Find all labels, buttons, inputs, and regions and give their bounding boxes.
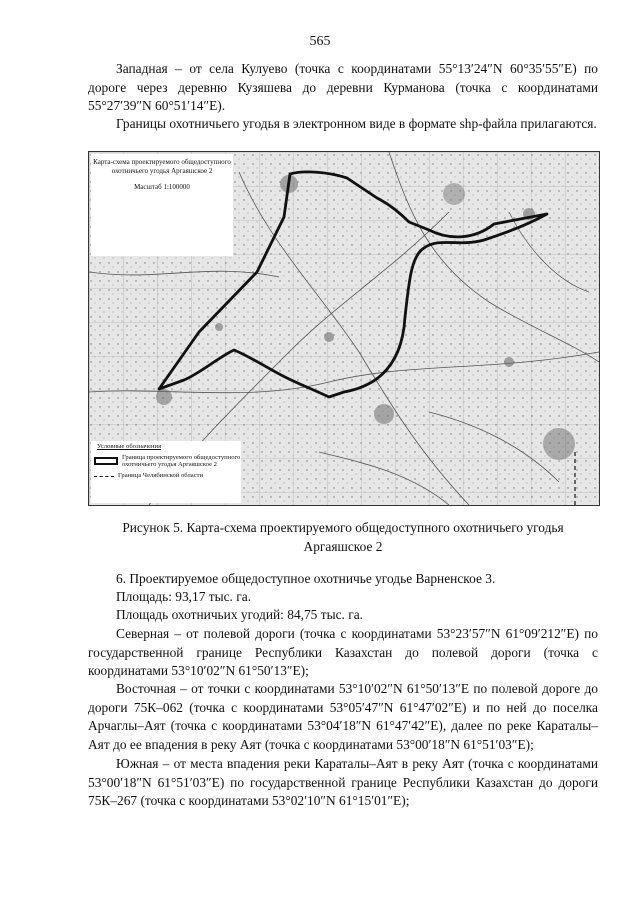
- dashed-line-icon: [94, 476, 114, 477]
- map-title: Карта-схема проектируемого общедоступного охотничьего угодья Аргаяшское 2: [93, 158, 231, 175]
- east-boundary-paragraph: Восточная – от точки с координатами 53°10′02″N 61°50′13″E по полевой дороге до дороги 75К–062 (точка с координатами 53°05′47″N 61°47′02″E) и по ней до поселка Арчаглы–Аят (точка с координатами 53°04′18″N 61°47′42″E), далее по реке Караталы–Аят до ее впадения в реку Аят (точка с координатами 53°00′18″N 61°51′03″E);: [88, 681, 598, 752]
- section-hunting-area: Площадь охотничьих угодий: 84,75 тыс. га.: [116, 607, 363, 622]
- south-boundary-paragraph: Южная – от места впадения реки Караталы–Аят в реку Аят (точка с координатами 53°00′18″N 61°51′03″E) по государственной границе Республики Казахстан до дороги 75К–267 (точка с координатами 53°02′10″N 61°15′01″E);: [88, 756, 598, 809]
- legend-label: Граница проектируемого общедоступного охотничьего угодья Аргаяшское 2: [122, 453, 241, 469]
- map-legend: [91, 441, 241, 503]
- figure-caption: Рисунок 5. Карта-схема проектируемого общедоступного охотничьего угодья Аргаяшское 2: [122, 520, 564, 554]
- section-heading: 6. Проектируемое общедоступное охотничье угодье Варненское 3.: [116, 571, 496, 586]
- section-area: Площадь: 93,17 тыс. га.: [116, 589, 252, 604]
- legend-label: Граница Челябинской области: [118, 471, 204, 479]
- legend-title: Условные обозначения: [97, 443, 162, 450]
- bold-line-icon: [94, 457, 118, 465]
- map-scale: Масштаб 1:100000: [134, 183, 190, 191]
- north-boundary-paragraph: Северная – от полевой дороги (точка с координатами 53°23′57″N 61°09′212″E) по государственной границе Республики Казахстан до полевой дороги (точка с координатами 53°10′02″N 61°50′13″E);: [88, 626, 598, 679]
- western-boundary-paragraph: Западная – от села Кулуево (точка с координатами 55°13′24″N 60°35′55″E) по дороге через деревню Кузяшева до деревни Курманова (точка с координатами 55°27′39″N 60°51′14″E).: [88, 61, 598, 114]
- map-figure: [88, 151, 600, 506]
- map-title-box: [91, 154, 233, 256]
- page-number: 565: [309, 34, 331, 49]
- legend-item: [94, 454, 241, 469]
- attachment-paragraph: Границы охотничьего угодья в электронном виде в формате shp-файла прилагаются.: [116, 116, 597, 131]
- legend-item: [94, 472, 241, 480]
